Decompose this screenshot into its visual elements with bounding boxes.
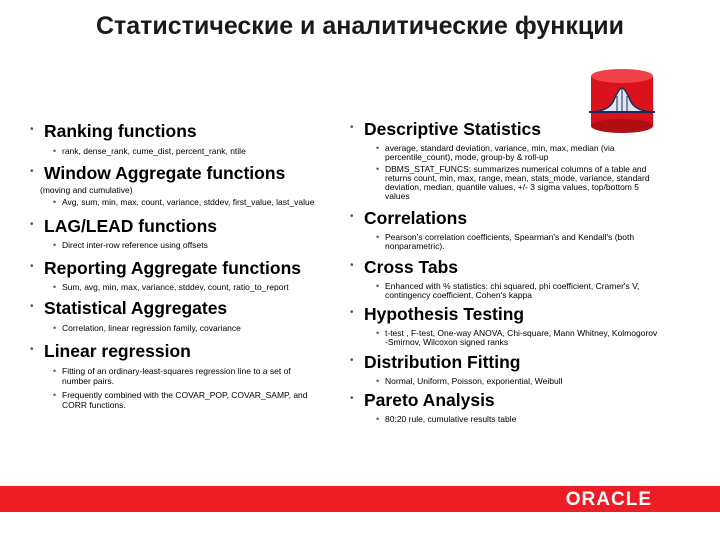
descriptive-sub1-cont: percentile_count), mode, group-by & roll-up: [385, 152, 549, 162]
descriptive-sub2-cont2: deviation, median, quantile values, +/- 3 sigma values, top/bottom 5: [385, 182, 639, 192]
hypothesis-heading: • Hypothesis Testing: [350, 304, 525, 324]
descriptive-sub2-cont1: returns count, min, max, range, mean, stats_mode, variance, standard: [385, 173, 650, 183]
laglead-sub: • Direct inter-row reference using offsets: [53, 240, 208, 250]
linreg-sub1-cont: number pairs.: [62, 376, 114, 386]
hypothesis-sub: • t-test , F-test, One-way ANOVA, Chi-square, Mann Whitney, Kolmogorov: [376, 328, 658, 338]
distribution-heading: • Distribution Fitting: [350, 352, 521, 372]
crosstabs-sub-cont: contingency coefficient, Cohen's kappa: [385, 290, 533, 300]
crosstabs-heading: • Cross Tabs: [350, 257, 459, 277]
linreg-sub1: • Fitting of an ordinary-least-squares regression line to a set of: [53, 366, 291, 376]
window-heading: • Window Aggregate functions: [30, 163, 286, 183]
database-bell-curve-icon: [585, 68, 659, 134]
pareto-heading: • Pareto Analysis: [350, 390, 495, 410]
distribution-sub: • Normal, Uniform, Poisson, exponential, Weibull: [376, 376, 563, 386]
descriptive-sub2-cont3: values: [385, 191, 410, 201]
correlations-heading: • Correlations: [350, 208, 468, 228]
window-sub: • Avg, sum, min, max, count, variance, stddev, first_value, last_value: [53, 197, 315, 207]
correlations-sub-cont: nonparametric).: [385, 241, 445, 251]
descriptive-heading: • Descriptive Statistics: [350, 119, 542, 139]
statagg-sub: • Correlation, linear regression family, covariance: [53, 323, 241, 333]
laglead-heading: • LAG/LEAD functions: [30, 216, 218, 236]
oracle-logo: ORACLE: [565, 489, 652, 510]
linreg-heading: • Linear regression: [30, 341, 191, 361]
descriptive-sub1: • average, standard deviation, variance, min, max, median (via: [376, 143, 615, 153]
hypothesis-sub-cont: -Smirnov, Wilcoxon signed ranks: [385, 337, 509, 347]
pareto-sub: • 80:20 rule, cumulative results table: [376, 414, 517, 424]
ranking-sub: • rank, dense_rank, cume_dist, percent_rank, ntile: [53, 146, 246, 156]
crosstabs-sub: • Enhanced with % statistics: chi squared, phi coefficient, Cramer's V,: [376, 281, 640, 291]
statagg-heading: • Statistical Aggregates: [30, 298, 228, 318]
slide-title: Статистические и аналитические функции: [95, 12, 625, 40]
footer-bar: [0, 486, 720, 512]
reporting-sub: • Sum, avg, min, max, variance, stddev, count, ratio_to_report: [53, 282, 289, 292]
correlations-sub: • Pearson’s correlation coefficients, Spearman's and Kendall's (both: [376, 232, 635, 242]
descriptive-sub2: • DBMS_STAT_FUNCS: summarizes numerical columns of a table and: [376, 164, 647, 174]
linreg-sub2-cont: CORR functions.: [62, 400, 126, 410]
reporting-heading: • Reporting Aggregate functions: [30, 258, 301, 278]
linreg-sub2: • Frequently combined with the COVAR_POP, COVAR_SAMP, and: [53, 390, 308, 400]
window-note: (moving and cumulative): [40, 185, 133, 195]
ranking-heading: • Ranking functions: [30, 121, 197, 141]
